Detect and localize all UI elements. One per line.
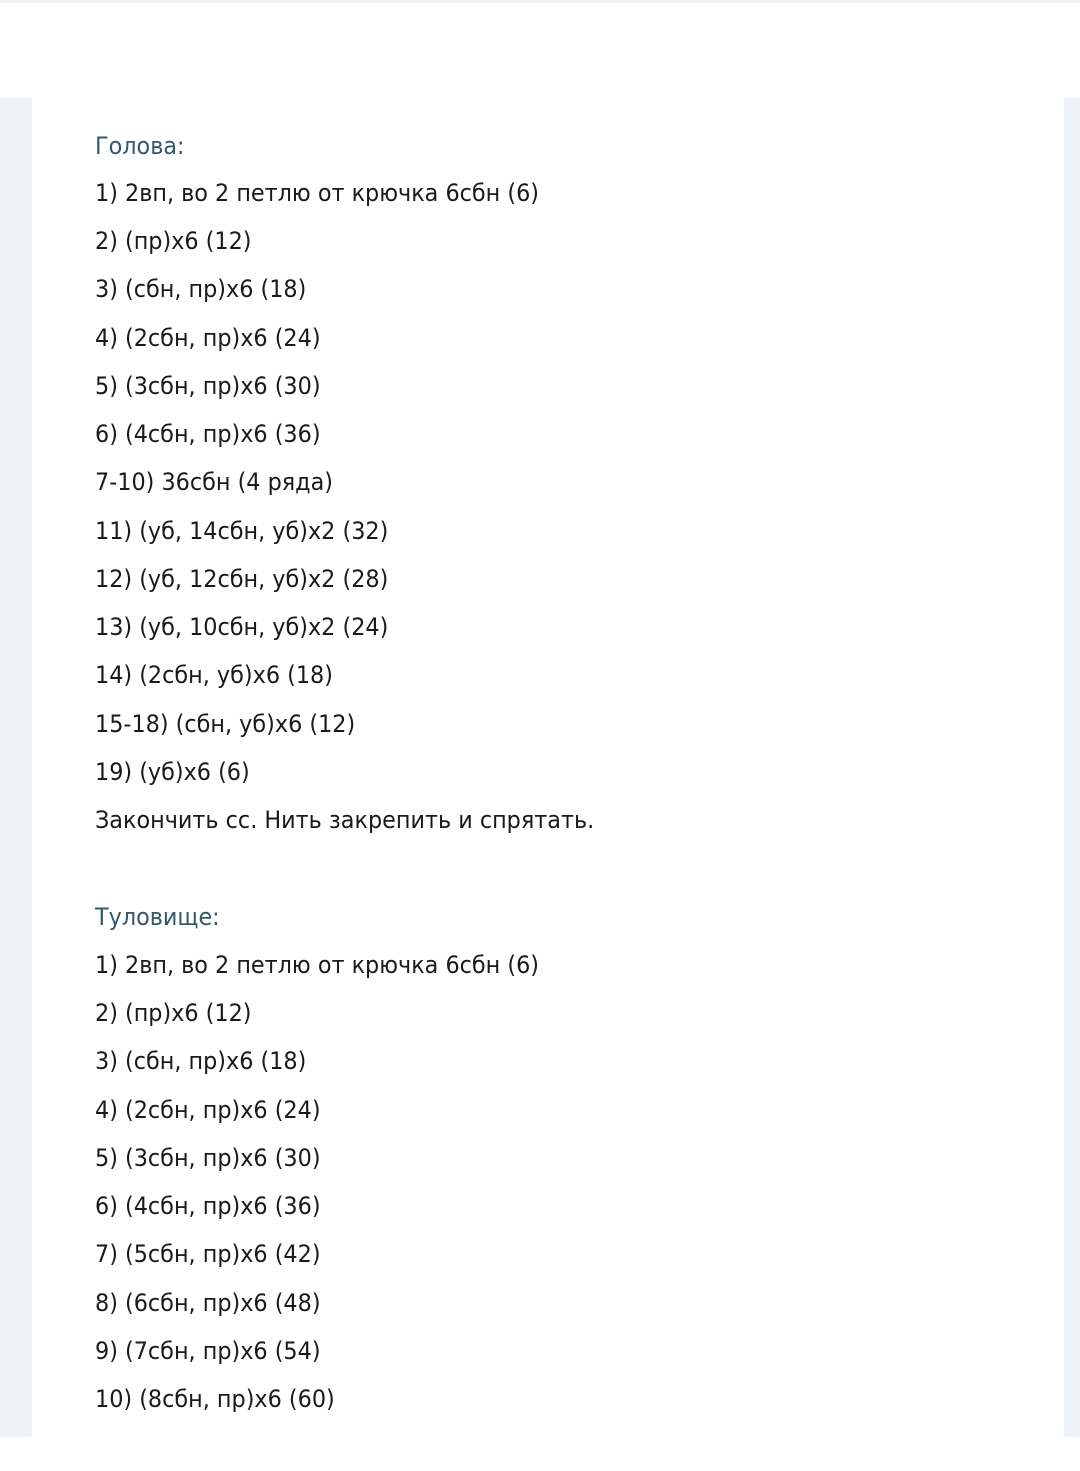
row-head-5: 5) (3сбн, пр)х6 (30): [95, 372, 321, 400]
row-body-4: 4) (2сбн, пр)х6 (24): [95, 1096, 321, 1124]
section-title-head: Голова:: [95, 132, 185, 160]
row-head-4: 4) (2сбн, пр)х6 (24): [95, 324, 321, 352]
row-head-15-18: 15-18) (сбн, уб)х6 (12): [95, 710, 356, 738]
section-title-body: Туловище:: [95, 903, 220, 931]
row-body-7: 7) (5сбн, пр)х6 (42): [95, 1240, 321, 1268]
row-body-2: 2) (пр)х6 (12): [95, 999, 252, 1027]
row-body-10: 10) (8сбн, пр)х6 (60): [95, 1385, 335, 1413]
row-head-14: 14) (2сбн, уб)х6 (18): [95, 661, 333, 689]
row-body-9: 9) (7сбн, пр)х6 (54): [95, 1337, 321, 1365]
row-head-7-10: 7-10) 36сбн (4 ряда): [95, 468, 334, 496]
row-body-1: 1) 2вп, во 2 петлю от крючка 6сбн (6): [95, 951, 540, 979]
row-head-finish: Закончить сс. Нить закрепить и спрятать.: [95, 806, 595, 834]
row-head-6: 6) (4сбн, пр)х6 (36): [95, 420, 321, 448]
row-head-2: 2) (пр)х6 (12): [95, 227, 252, 255]
row-head-1: 1) 2вп, во 2 петлю от крючка 6сбн (6): [95, 179, 540, 207]
row-head-11: 11) (уб, 14сбн, уб)х2 (32): [95, 517, 389, 545]
right-margin-strip: [1064, 98, 1080, 1437]
top-divider: [0, 0, 1080, 3]
row-head-3: 3) (сбн, пр)х6 (18): [95, 275, 307, 303]
row-body-6: 6) (4сбн, пр)х6 (36): [95, 1192, 321, 1220]
row-head-13: 13) (уб, 10сбн, уб)х2 (24): [95, 613, 389, 641]
left-margin-strip: [0, 98, 32, 1437]
row-head-19: 19) (уб)х6 (6): [95, 758, 250, 786]
row-body-3: 3) (сбн, пр)х6 (18): [95, 1047, 307, 1075]
row-head-12: 12) (уб, 12сбн, уб)х2 (28): [95, 565, 389, 593]
row-body-8: 8) (6сбн, пр)х6 (48): [95, 1289, 321, 1317]
row-body-5: 5) (3сбн, пр)х6 (30): [95, 1144, 321, 1172]
